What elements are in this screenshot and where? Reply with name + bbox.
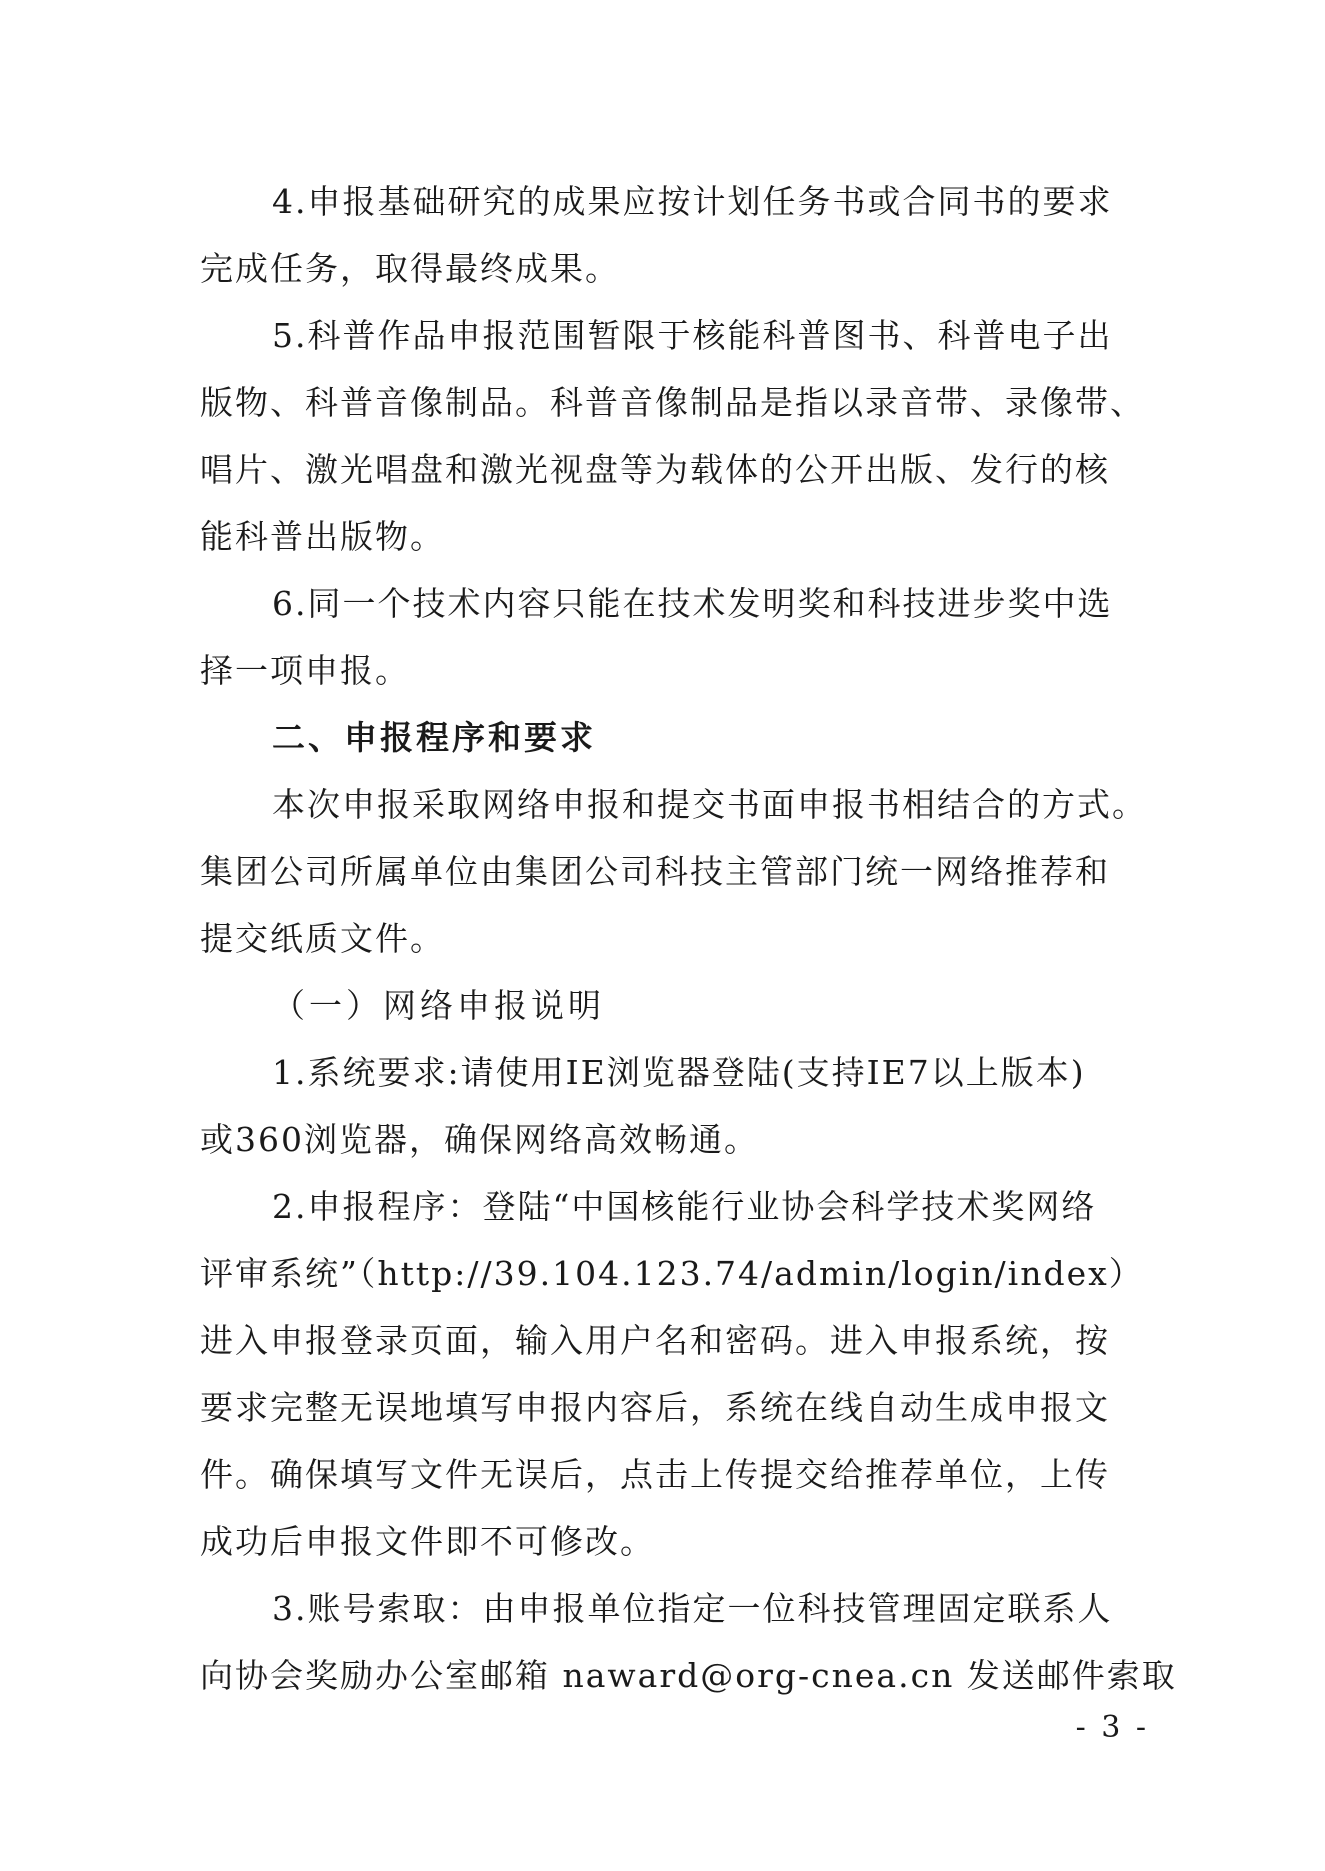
paragraph-procedure-line-2: 评审系统”（http://39.104.123.74/admin/login/index） [200, 1254, 1144, 1293]
paragraph-application-method-line-1: 本次申报采取网络申报和提交书面申报书相结合的方式。 [272, 785, 1147, 824]
paragraph-procedure-line-1: 2.申报程序：登陆“中国核能行业协会科学技术奖网络 [272, 1187, 1097, 1226]
paragraph-procedure-line-4: 要求完整无误地填写申报内容后，系统在线自动生成申报文 [200, 1388, 1110, 1427]
paragraph-procedure-line-3: 进入申报登录页面，输入用户名和密码。进入申报系统，按 [200, 1321, 1110, 1360]
paragraph-item-5-line-2: 版物、科普音像制品。科普音像制品是指以录音带、录像带、 [200, 383, 1145, 422]
paragraph-item-4-line-1: 4.申报基础研究的成果应按计划任务书或合同书的要求 [272, 182, 1113, 221]
paragraph-account-request-line-2: 向协会奖励办公室邮箱 naward@org-cnea.cn 发送邮件索取 [200, 1656, 1177, 1695]
paragraph-item-5-line-3: 唱片、激光唱盘和激光视盘等为载体的公开出版、发行的核 [200, 450, 1110, 489]
page-number: - 3 - [1075, 1710, 1149, 1745]
paragraph-item-5-line-1: 5.科普作品申报范围暂限于核能科普图书、科普电子出 [272, 316, 1113, 355]
paragraph-item-6-line-2: 择一项申报。 [200, 651, 410, 690]
paragraph-application-method-line-2: 集团公司所属单位由集团公司科技主管部门统一网络推荐和 [200, 852, 1110, 891]
paragraph-item-6-line-1: 6.同一个技术内容只能在技术发明奖和科技进步奖中选 [272, 584, 1113, 623]
paragraph-procedure-line-6: 成功后申报文件即不可修改。 [200, 1522, 655, 1561]
paragraph-item-5-line-4: 能科普出版物。 [200, 517, 445, 556]
paragraph-application-method-line-3: 提交纸质文件。 [200, 919, 445, 958]
paragraph-system-requirements-line-1: 1.系统要求:请使用IE浏览器登陆(支持IE7以上版本) [272, 1053, 1086, 1092]
subsection-heading-online-application: （一）网络申报说明 [272, 986, 605, 1025]
paragraph-account-request-line-1: 3.账号索取：由申报单位指定一位科技管理固定联系人 [272, 1589, 1113, 1628]
paragraph-system-requirements-line-2: 或360浏览器，确保网络高效畅通。 [200, 1120, 759, 1159]
paragraph-procedure-line-5: 件。确保填写文件无误后，点击上传提交给推荐单位，上传 [200, 1455, 1110, 1494]
paragraph-item-4-line-2: 完成任务，取得最终成果。 [200, 249, 620, 288]
section-heading-application-procedure: 二、申报程序和要求 [272, 718, 596, 757]
